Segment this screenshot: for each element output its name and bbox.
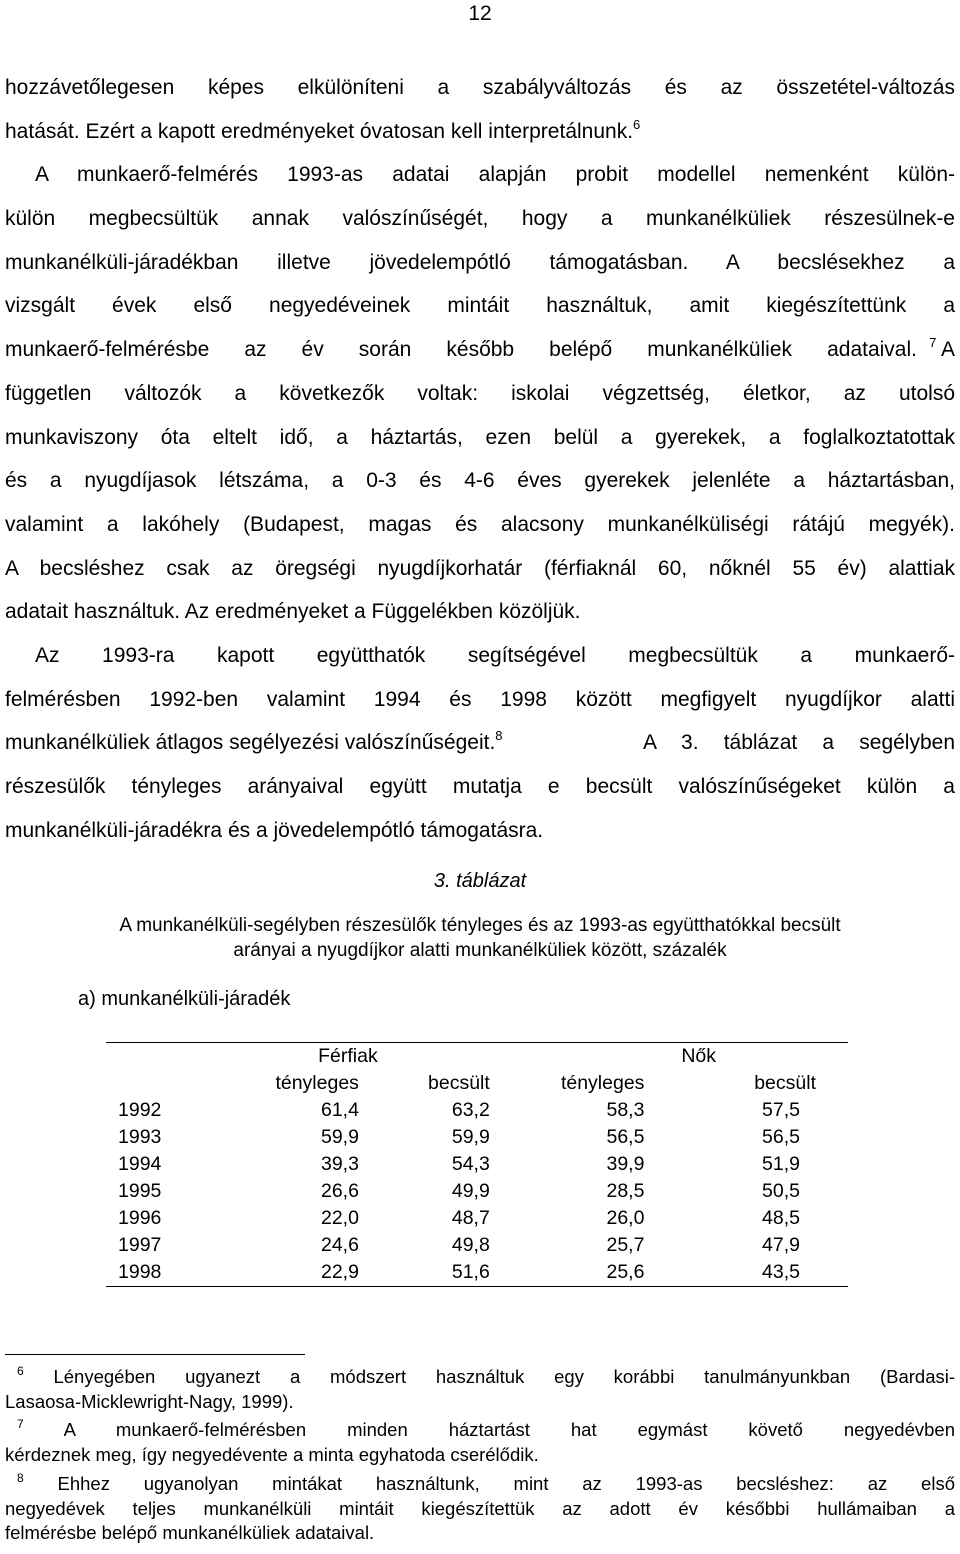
body-line: felmérésben 1992-ben valamint 1994 és 1998 között megfigyelt nyugdíjkor alatti bbox=[5, 687, 955, 711]
body-line bbox=[5, 110, 955, 154]
table-cell: 59,9 bbox=[320, 1126, 359, 1148]
body-line-tail-word: A bbox=[940, 338, 955, 362]
table bbox=[106, 1042, 848, 1287]
footnote-7 bbox=[5, 1418, 955, 1467]
body-line: adatait használtuk. Az eredményeket a Függelékben közöljük. bbox=[5, 600, 581, 624]
table-cell: 28,5 bbox=[606, 1180, 645, 1202]
table-cell: 54,3 bbox=[451, 1153, 490, 1175]
body-line-left bbox=[5, 721, 503, 765]
table-row bbox=[106, 1178, 848, 1205]
table-cell: 25,7 bbox=[606, 1234, 645, 1256]
row-year: 1996 bbox=[118, 1207, 162, 1229]
table-row bbox=[106, 1205, 848, 1232]
body-line: független változók a következők voltak: iskolai végzettség, életkor, az utolsó bbox=[5, 381, 955, 405]
table-cell: 49,8 bbox=[451, 1234, 490, 1256]
table-cell: 22,0 bbox=[320, 1207, 359, 1229]
column-header: becsült bbox=[428, 1072, 490, 1094]
table-body bbox=[106, 1097, 848, 1287]
table-cell: 39,3 bbox=[320, 1153, 359, 1175]
table-title-line: arányai a nyugdíjkor alatti munkanélküliek között, százalék bbox=[233, 940, 727, 961]
table-column-header-row bbox=[106, 1070, 848, 1097]
table-cell: 48,7 bbox=[451, 1207, 490, 1229]
table-cell: 58,3 bbox=[606, 1099, 645, 1121]
body-line: munkanélküli-járadékra és a jövedelempótló támogatásra. bbox=[5, 818, 544, 842]
footnote-ref-7: 7 bbox=[929, 335, 937, 351]
footnote-6 bbox=[5, 1365, 955, 1414]
row-year: 1995 bbox=[118, 1180, 162, 1202]
body-line bbox=[5, 721, 955, 765]
row-year: 1994 bbox=[118, 1153, 162, 1175]
row-year: 1997 bbox=[118, 1234, 162, 1256]
table-row bbox=[106, 1151, 848, 1178]
page-number: 12 bbox=[468, 2, 492, 25]
body-line: vizsgált évek első negyedéveinek mintáit használtuk, amit kiegészítettünk a bbox=[5, 294, 955, 318]
table-group-header-row bbox=[106, 1043, 848, 1071]
table-cell: 24,6 bbox=[320, 1234, 359, 1256]
body-line: valamint a lakóhely (Budapest, magas és alacsony munkanélküliségi rátájú megyék). bbox=[5, 512, 955, 536]
footnote-line bbox=[5, 1472, 955, 1497]
data-table bbox=[106, 1042, 848, 1287]
table-title bbox=[0, 913, 960, 963]
paragraph-first-line: Az 1993-ra kapott együtthatók segítségével megbecsültük a munkaerő- bbox=[35, 643, 955, 667]
footnote-ref-8: 8 bbox=[495, 728, 503, 744]
table-cell: 26,6 bbox=[320, 1180, 359, 1202]
footnote-number: 6 bbox=[17, 1364, 24, 1378]
table-number bbox=[0, 870, 960, 893]
body-line: munkaviszony óta eltelt idő, a háztartás, ezen belül a gyerekek, a foglalkoztatottak bbox=[5, 425, 955, 449]
table-cell: 49,9 bbox=[451, 1180, 490, 1202]
paragraph-first-line: A munkaerő-felmérés 1993-as adatai alapján probit modellel nemenként külön- bbox=[35, 163, 955, 187]
body-line: A becsléshez csak az öregségi nyugdíjkorhatár (férfiaknál 60, nőknél 55 év) alattiak bbox=[5, 556, 955, 580]
footnote-text: Lényegében ugyanezt a módszert használtuk egy korábbi tanulmányunkban (Bardasi- bbox=[53, 1366, 956, 1387]
footnote-ref-6: 6 bbox=[633, 116, 641, 132]
table-cell: 56,5 bbox=[606, 1126, 645, 1148]
table-cell: 48,5 bbox=[762, 1207, 800, 1229]
footnote-text: A munkaerő-felmérésben minden háztartást hat egymást követő negyedévben bbox=[63, 1419, 955, 1440]
table-cell: 39,9 bbox=[606, 1153, 645, 1175]
table-cell: 56,5 bbox=[762, 1126, 800, 1148]
table-cell: 25,6 bbox=[490, 1259, 645, 1287]
table-cell: 47,9 bbox=[762, 1234, 800, 1256]
footnote-line: kérdeznek meg, így negyedévente a minta egyhatoda cserélődik. bbox=[5, 1443, 539, 1465]
column-header: tényleges bbox=[560, 1072, 645, 1094]
table-cell: 57,5 bbox=[762, 1099, 800, 1121]
footnote-number: 7 bbox=[17, 1417, 24, 1431]
table-number-text: 3. táblázat bbox=[433, 870, 527, 892]
body-line: hozzávetőlegesen képes elkülöníteni a szabályváltozás és az összetétel-változás bbox=[5, 76, 955, 99]
group-header-men: Férfiak bbox=[206, 1043, 490, 1071]
group-header-women: Nők bbox=[490, 1043, 848, 1071]
footnote-line: Lasaosa-Micklewright-Nagy, 1999). bbox=[5, 1390, 294, 1412]
body-line bbox=[5, 328, 955, 372]
body-line-text-wrap bbox=[5, 328, 917, 372]
table-row bbox=[106, 1097, 848, 1124]
table-corner-cell bbox=[106, 1070, 206, 1097]
body-line-text: hatását. Ezért a kapott eredményeket óvatosan kell interpretálnunk. bbox=[5, 119, 634, 143]
table-corner-cell bbox=[106, 1043, 206, 1071]
row-year: 1993 bbox=[118, 1126, 162, 1148]
table-row bbox=[106, 1259, 848, 1287]
table-cell: 63,2 bbox=[451, 1099, 490, 1121]
row-year: 1992 bbox=[118, 1099, 162, 1121]
body-line-text: munkaerő-felmérésbe az év során később belépő munkanélküliek adataival. bbox=[5, 338, 917, 362]
table-subtitle: a) munkanélküli-járadék bbox=[78, 988, 291, 1010]
table-cell: 61,4 bbox=[320, 1099, 359, 1121]
table-row bbox=[106, 1232, 848, 1259]
footnote-line bbox=[5, 1365, 955, 1390]
table-cell: 51,6 bbox=[359, 1259, 490, 1287]
footnote-text: Ehhez ugyanolyan mintákat használtunk, mint az 1993-as becsléshez: az első bbox=[57, 1473, 955, 1494]
body-text bbox=[5, 66, 955, 852]
footnote-line bbox=[5, 1418, 955, 1443]
footnote-number: 8 bbox=[17, 1471, 24, 1485]
body-line: részesülők tényleges arányaival együtt mutatja e becsült valószínűségeket külön a bbox=[5, 775, 955, 798]
body-line-text: munkanélküliek átlagos segélyezési valószínűségeit. bbox=[5, 731, 496, 755]
body-line-text: A 3. táblázat a segélyben bbox=[643, 731, 955, 755]
table-title-line: A munkanélküli-segélyben részesülők tényleges és az 1993-as együtthatókkal becsült bbox=[119, 915, 841, 936]
table-cell: 22,9 bbox=[206, 1259, 359, 1287]
body-line: külön megbecsültük annak valószínűségét, hogy a munkanélküliek részesülnek-e bbox=[5, 207, 955, 231]
table-cell: 50,5 bbox=[762, 1180, 800, 1202]
footnote-line: felmérésbe belépő munkanélküliek adataival. bbox=[5, 1522, 375, 1543]
body-line: munkanélküli-járadékban illetve jövedelempótló támogatásban. A becslésekhez a bbox=[5, 250, 955, 274]
footnote-line: negyedévek teljes munkanélküli mintáit kiegészítettük az adott év későbbi hullámaiban a bbox=[5, 1497, 955, 1519]
row-year: 1998 bbox=[106, 1259, 206, 1287]
column-header: tényleges bbox=[275, 1072, 359, 1094]
body-line-tail bbox=[929, 328, 955, 372]
table-cell: 59,9 bbox=[451, 1126, 490, 1148]
table-cell: 43,5 bbox=[644, 1259, 848, 1287]
body-line-right bbox=[643, 721, 955, 765]
footnote-8 bbox=[5, 1472, 955, 1546]
footnote-separator bbox=[5, 1354, 305, 1355]
table-cell: 26,0 bbox=[606, 1207, 645, 1229]
table-row bbox=[106, 1124, 848, 1151]
column-header: becsült bbox=[754, 1072, 816, 1094]
table-cell: 51,9 bbox=[762, 1153, 800, 1175]
body-line: és a nyugdíjasok létszáma, a 0-3 és 4-6 éves gyerekek jelenléte a háztartásban, bbox=[5, 469, 955, 493]
